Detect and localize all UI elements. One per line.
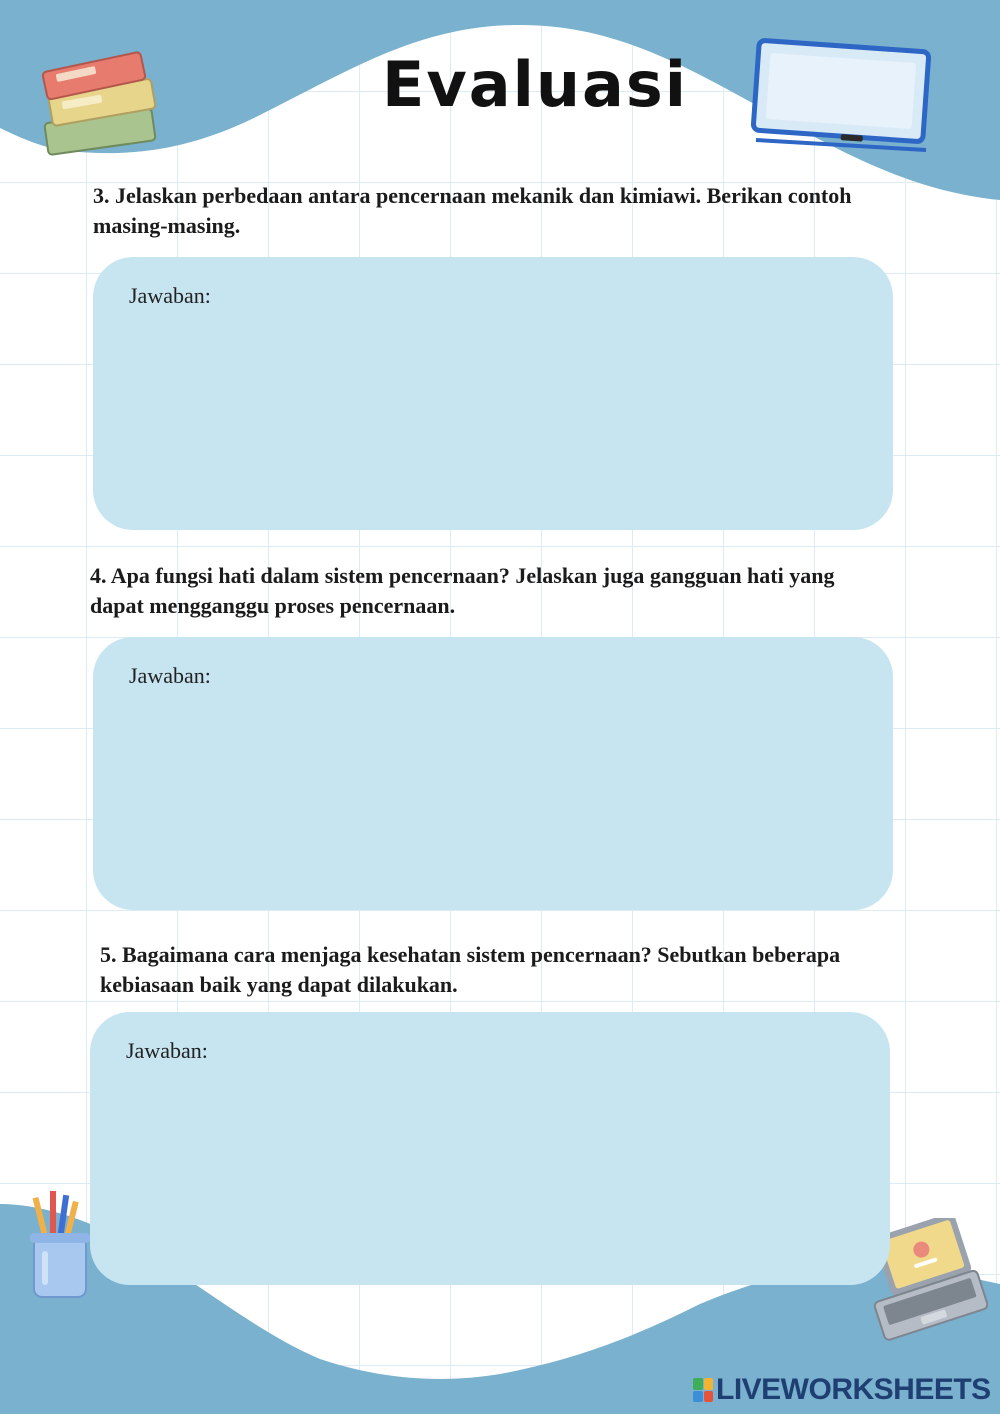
question-4-text: 4. Apa fungsi hati dalam sistem pencernaan? Jelaskan juga gangguan hati yang dapat mengganggu proses pencernaan. <box>90 563 835 618</box>
pencil-cup-icon <box>26 1185 96 1300</box>
answer-label-5: Jawaban: <box>126 1038 208 1063</box>
answer-label-3: Jawaban: <box>129 283 211 308</box>
question-3-text: 3. Jelaskan perbedaan antara pencernaan mekanik dan kimiawi. Berikan contoh masing-masing. <box>93 183 852 238</box>
answer-box-4[interactable] <box>93 637 893 910</box>
answer-label-4: Jawaban: <box>129 663 211 688</box>
brand-name: LIVEWORKSHEETS <box>716 1373 991 1406</box>
answer-input-3[interactable] <box>129 317 861 511</box>
liveworksheets-brand[interactable] <box>693 1372 991 1408</box>
answer-input-4[interactable] <box>129 697 861 891</box>
question-5-text: 5. Bagaimana cara menjaga kesehatan sistem pencernaan? Sebutkan beberapa kebiasaan baik yang dapat dilakukan. <box>100 942 841 997</box>
liveworksheets-logo-icon <box>693 1378 713 1402</box>
answer-input-5[interactable] <box>126 1072 858 1266</box>
answer-box-3[interactable] <box>93 257 893 530</box>
answer-box-5[interactable] <box>90 1012 890 1285</box>
page-title: Evaluasi <box>382 48 688 121</box>
